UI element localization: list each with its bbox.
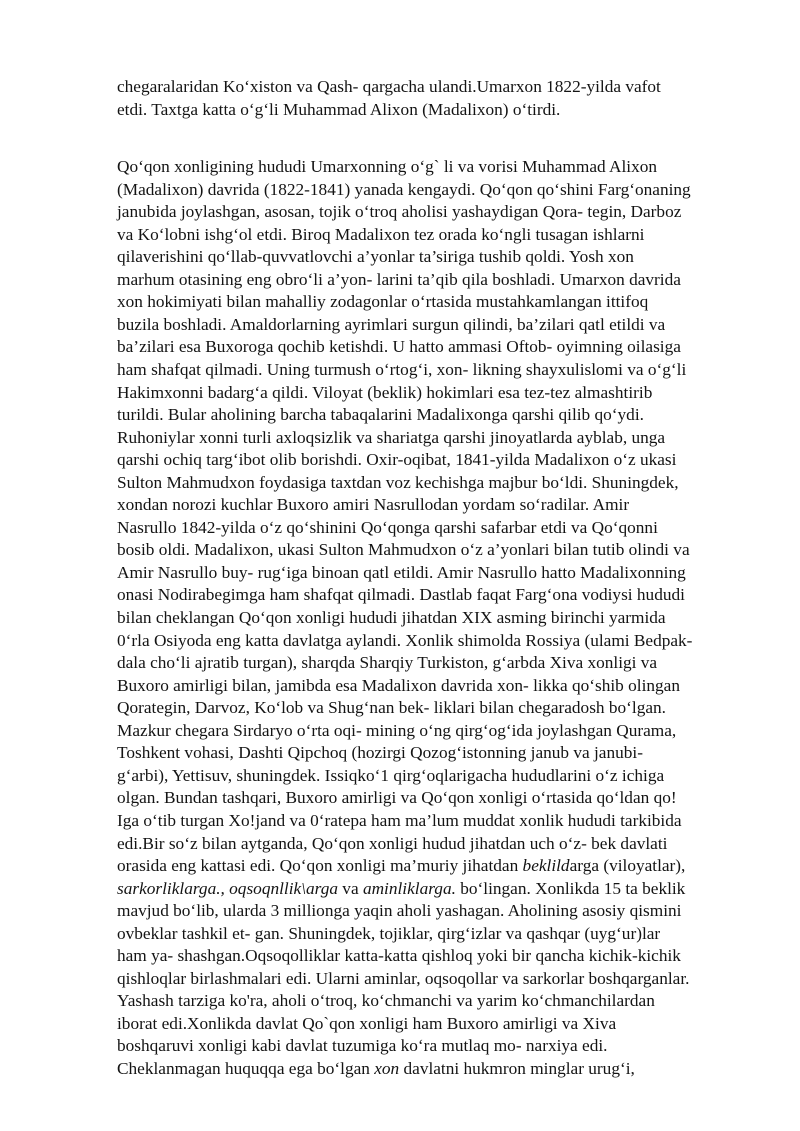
text-line: Qorategin, Darvoz, Ko‘lob va Shug‘nan bek- liklari bilan chegaradosh bo‘lgan.: [117, 698, 666, 718]
text-line: qarshi ochiq targ‘ibot olib borishdi. Oxir-oqibat, 1841-yilda Madalixon o‘z ukasi: [117, 450, 677, 470]
text-line: orasida eng kattasi edi. Qo‘qon xonligi ma’muriy jihatdan beklildarga (viloyatlar),: [117, 856, 686, 876]
text-line: Iga o‘tib turgan Xo!jand va 0‘ratepa ham ma’lum muddat xonlik hududi tarkibida: [117, 810, 682, 830]
text-line: va Ko‘lobni ishg‘ol etdi. Biroq Madalixon tez orada ko‘ngli tusagan ishlarni: [117, 224, 645, 244]
document-page: [117, 76, 747, 1081]
text-line: janubida joylashgan, asosan, tojik o‘troq aholisi yashaydigan Qora- tegin, Darboz: [117, 202, 682, 222]
italic-term: aminliklarga.: [362, 878, 456, 898]
italic-term: xon: [374, 1058, 400, 1078]
text-line: Mazkur chegara Sirdaryo o‘rta oqi- mining o‘ng qirg‘og‘ida joylashgan Qurama,: [117, 720, 677, 740]
text-line: Cheklanmagan huquqqa ega bo‘lgan xon davlatni hukmron minglar urug‘i,: [117, 1058, 635, 1078]
text-line: Ruhoniylar xonni turli axloqsizlik va shariatga qarshi jinoyatlarda ayblab, unga: [117, 427, 666, 447]
paragraph-1: [117, 76, 747, 121]
text-line: Sulton Mahmudxon foydasiga taxtdan voz kechishga majbur bo‘ldi. Shuningdek,: [117, 472, 679, 492]
text-line: qilaverishini qo‘llab-quvvatlovchi a’yonlar ta’siriga tushib qoldi. Yosh xon: [117, 247, 634, 267]
text-line: (Madalixon) davrida (1822-1841) yanada kengaydi. Qo‘qon qo‘shini Farg‘onaning: [117, 179, 691, 199]
italic-term: beklild: [522, 856, 570, 876]
text-line: Hakimxonni badarg‘a qildi. Viloyat (beklik) hokimlari esa tez-tez almashtirib: [117, 382, 653, 402]
text-line: qishloqlar birlashmalari edi. Ularni aminlar, oqsoqollar va sarkorlar boshqarganlar.: [117, 968, 690, 988]
text-line: g‘arbi), Yettisuv, shuningdek. Issiqko‘1 qirg‘oqlarigacha hududlarini o‘z ichiga: [117, 765, 665, 785]
text-line: etdi. Taxtga katta o‘g‘li Muhammad Alixon (Madalixon) o‘tirdi.: [117, 99, 561, 119]
text-line: Nasrullo 1842-yilda o‘z qo‘shinini Qo‘qonga qarshi safarbar etdi va Qo‘qonni: [117, 517, 658, 537]
text-line: sarkorliklarga., oqsoqnllik\arga va aminliklarga. bo‘lingan. Xonlikda 15 ta beklik: [117, 878, 686, 898]
text-line: Amir Nasrullo buy- rug‘iga binoan qatl etildi. Amir Nasrullo hatto Madalixonning: [117, 562, 686, 582]
text-line: xon hokimiyati bilan mahalliy zodagonlar o‘rtasida mustahkamlangan ittifoq: [117, 292, 649, 312]
text-line: ham ya- shashgan.Oqsoqolliklar katta-katta qishloq yoki bir qancha kichik-kichik: [117, 946, 681, 966]
text-line: ham shafqat qilmadi. Uning turmush o‘rtog‘i, xon- likning shayxulislomi va o‘g‘li: [117, 360, 687, 380]
text-line: bosib oldi. Madalixon, ukasi Sulton Mahmudxon o‘z a’yonlari bilan tutib olindi va: [117, 540, 690, 560]
text-line: buzila boshladi. Amaldorlarning ayrimlari surgun qilindi, ba’zilari qatl etildi va: [117, 314, 666, 334]
text-line: mavjud bo‘lib, ularda 3 millionga yaqin aholi yashagan. Aholining asosiy qismini: [117, 901, 682, 921]
text-line: 0‘rla Osiyoda eng katta davlatga aylandi. Xonlik shimolda Rossiya (ulami Bedpak-: [117, 630, 693, 650]
paragraph-2: [117, 156, 747, 1080]
text-line: onasi Nodirabegimga ham shafqat qilmadi. Dastlab faqat Farg‘ona vodiysi hududi: [117, 585, 685, 605]
text-line: chegaralaridan Ko‘xiston va Qash- qargacha ulandi.Umarxon 1822-yilda vafot: [117, 77, 661, 96]
text-line: xondan norozi kuchlar Buxoro amiri Nasrullodan yordam so‘radilar. Amir: [117, 495, 630, 515]
text-line: Qo‘qon xonligining hududi Umarxonning o‘g` li va vorisi Muhammad Alixon: [117, 157, 657, 177]
text-line: olgan. Bundan tashqari, Buxoro amirligi va Qo‘qon xonligi o‘rtasida qo‘ldan qo!: [117, 788, 677, 808]
text-line: ba’zilari esa Buxoroga qochib ketishdi. U hatto ammasi Oftob- oyimning oilasiga: [117, 337, 681, 357]
italic-term: sarkorliklarga., oqsoqnllik\arga: [117, 878, 338, 898]
text-line: Toshkent vohasi, Dashti Qipchoq (hozirgi Qozog‘istonning janub va janubi-: [117, 743, 643, 763]
text-line: turildi. Bular aholining barcha tabaqalarini Madalixonga qarshi qilib qo‘ydi.: [117, 405, 644, 425]
text-line: bilan cheklangan Qo‘qon xonligi hududi jihatdan XIX asming birinchi yarmida: [117, 608, 666, 628]
text-line: dala cho‘li ajratib turgan), sharqda Sharqiy Turkiston, g‘arbda Xiva xonligi va: [117, 653, 658, 673]
text-line: Buxoro amirligi bilan, jamibda esa Madalixon davrida xon- likka qo‘shib olingan: [117, 675, 680, 695]
text-line: ovbeklar tashkil et- gan. Shuningdek, tojiklar, qirg‘izlar va qashqar (uyg‘ur)lar: [117, 923, 661, 943]
text-line: Yashash tarziga ko'ra, aholi o‘troq, ko‘chmanchi va yarim ko‘chmanchilardan: [117, 991, 655, 1011]
text-line: iborat edi.Xonlikda davlat Qo`qon xonligi ham Buxoro amirligi va Xiva: [117, 1013, 617, 1033]
text-line: marhum otasining eng obro‘li a’yon- larini ta’qib qila boshladi. Umarxon davrida: [117, 269, 681, 289]
text-line: edi.Bir so‘z bilan aytganda, Qo‘qon xonligi hudud jihatdan uch o‘z- bek davlati: [117, 833, 668, 853]
text-line: boshqaruvi xonligi kabi davlat tuzumiga ko‘ra mutlaq mo- narxiya edi.: [117, 1036, 608, 1056]
